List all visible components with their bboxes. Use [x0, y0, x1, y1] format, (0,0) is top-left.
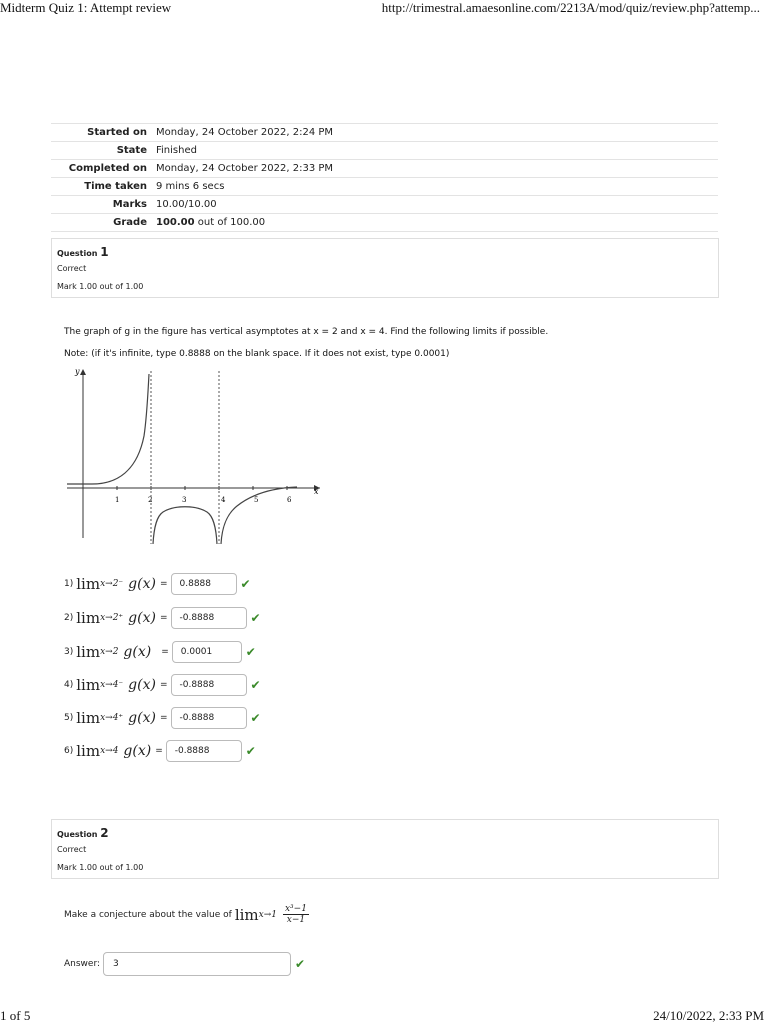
y-axis-arrow: [80, 369, 86, 375]
question-state: Correct: [57, 845, 87, 854]
summary-value: 9 mins 6 secs: [156, 178, 718, 196]
curve-left: [67, 374, 149, 484]
lim-subscript: x→2⁺: [100, 613, 124, 623]
summary-key: Time taken: [51, 178, 156, 196]
answer-input-2[interactable]: -0.8888: [171, 607, 247, 629]
lim-subscript: x→4⁻: [100, 680, 124, 690]
function-expr: g(x): [128, 576, 156, 592]
curve-right: [221, 487, 297, 544]
check-icon: ✔: [250, 678, 261, 692]
equals-sign: =: [161, 647, 169, 657]
limit-row-6: [64, 739, 256, 763]
summary-value: Finished: [156, 142, 718, 160]
question-state: Correct: [57, 264, 87, 273]
tick-label: 3: [182, 496, 187, 504]
summary-row-grade: [51, 214, 718, 232]
check-icon: ✔: [250, 711, 261, 725]
question-number: [57, 245, 109, 259]
lim-subscript: x→4: [100, 746, 119, 756]
answer-input-4[interactable]: -0.8888: [171, 674, 247, 696]
question-prefix: Question: [57, 830, 101, 839]
answer-input-3[interactable]: 0.0001: [172, 641, 242, 663]
check-icon: ✔: [245, 744, 256, 758]
limit-row-2: [64, 606, 261, 630]
question-2-prompt: Make a conjecture about the value of: [64, 909, 232, 920]
summary-key: Marks: [51, 196, 156, 214]
limit-label: 1): [64, 579, 74, 589]
equals-sign: =: [159, 613, 168, 623]
limit-label: 2): [64, 613, 74, 623]
summary-key: Completed on: [51, 160, 156, 178]
check-icon: ✔: [240, 577, 251, 591]
fraction-numerator: x³−1: [284, 904, 307, 914]
lim-word: lim: [76, 575, 101, 593]
print-footer-page: 1 of 5: [0, 1008, 31, 1023]
summary-row-completed: [51, 160, 718, 178]
function-expr: g(x): [128, 677, 156, 693]
lim-subscript: x→4⁺: [100, 713, 124, 723]
attempt-summary-table: [51, 123, 718, 232]
question-2-answer-row: [64, 952, 305, 976]
question-number: [57, 826, 109, 840]
limit-row-5: [64, 706, 261, 730]
limit-row-4: [64, 673, 261, 697]
lim-word: lim: [76, 742, 101, 760]
curve-middle: [153, 507, 217, 544]
limit-label: 6): [64, 746, 74, 756]
question-grade: Mark 1.00 out of 1.00: [57, 282, 144, 291]
summary-row-state: [51, 142, 718, 160]
limit-label: 3): [64, 647, 74, 657]
print-header-url[interactable]: http://trimestral.amaesonline.com/2213A/mod/quiz/review.php?attemp...: [381, 0, 760, 15]
summary-key: State: [51, 142, 156, 160]
question-num: 2: [100, 826, 109, 840]
summary-key: Started on: [51, 124, 156, 142]
question-1-text: The graph of g in the figure has vertical asymptotes at x = 2 and x = 4. Find the following limits if possible.: [64, 327, 549, 337]
grade-value: 100.00: [156, 217, 195, 228]
lim-word: lim: [76, 609, 101, 627]
lim-word: lim: [234, 905, 259, 924]
answer-input-1[interactable]: 0.8888: [171, 573, 237, 595]
grade-out-of: out of 100.00: [194, 217, 266, 228]
question-1-note: Note: (if it's infinite, type 0.8888 on the blank space. If it does not exist, type 0.0001): [64, 349, 450, 359]
x-axis-label: x: [314, 487, 319, 496]
function-expr: g(x): [123, 644, 152, 660]
check-icon: ✔: [245, 645, 256, 659]
print-footer-datetime: 24/10/2022, 2:33 PM: [653, 1008, 764, 1023]
fraction-denominator: x−1: [286, 915, 306, 925]
summary-value: Monday, 24 October 2022, 2:24 PM: [156, 124, 718, 142]
summary-value: Monday, 24 October 2022, 2:33 PM: [156, 160, 718, 178]
summary-row-time: [51, 178, 718, 196]
question-num: 1: [100, 245, 109, 259]
limit-label: 5): [64, 713, 74, 723]
lim-word: lim: [76, 709, 101, 727]
equals-sign: =: [159, 579, 168, 589]
limit-row-1: [64, 572, 251, 596]
tick-label: 6: [287, 496, 292, 504]
question-2-text: [64, 904, 309, 925]
answer-input-5[interactable]: -0.8888: [171, 707, 247, 729]
lim-subscript: x→2⁻: [100, 579, 124, 589]
summary-row-started: [51, 124, 718, 142]
tick-label: 5: [254, 496, 259, 504]
answer-label: Answer:: [64, 959, 101, 969]
summary-key: Grade: [51, 214, 156, 232]
lim-subscript: x→1: [258, 909, 277, 920]
check-icon: ✔: [295, 957, 306, 971]
tick-label: 1: [115, 496, 120, 504]
function-graph: [62, 366, 324, 548]
fraction: [283, 904, 309, 925]
tick-label: 2: [148, 496, 153, 504]
tick-label: 4: [221, 496, 226, 504]
limit-label: 4): [64, 680, 74, 690]
question-prefix: Question: [57, 249, 101, 258]
summary-row-marks: [51, 196, 718, 214]
print-header-title: Midterm Quiz 1: Attempt review: [0, 0, 172, 15]
function-expr: g(x): [123, 743, 152, 759]
question-1-info: [51, 238, 719, 298]
lim-word: lim: [76, 676, 101, 694]
equals-sign: =: [159, 713, 168, 723]
equals-sign: =: [159, 680, 168, 690]
lim-subscript: x→2: [100, 647, 119, 657]
equals-sign: =: [155, 746, 163, 756]
summary-value: 10.00/10.00: [156, 196, 718, 214]
limit-row-3: [64, 640, 256, 664]
answer-input-6[interactable]: -0.8888: [166, 740, 242, 762]
question-grade: Mark 1.00 out of 1.00: [57, 863, 144, 872]
answer-input-q2[interactable]: 3: [103, 952, 291, 976]
check-icon: ✔: [250, 611, 261, 625]
function-expr: g(x): [128, 610, 156, 626]
function-expr: g(x): [128, 710, 156, 726]
question-2-info: [51, 819, 719, 879]
y-axis-label: y: [75, 367, 80, 376]
lim-word: lim: [76, 643, 101, 661]
summary-value: [156, 214, 718, 232]
